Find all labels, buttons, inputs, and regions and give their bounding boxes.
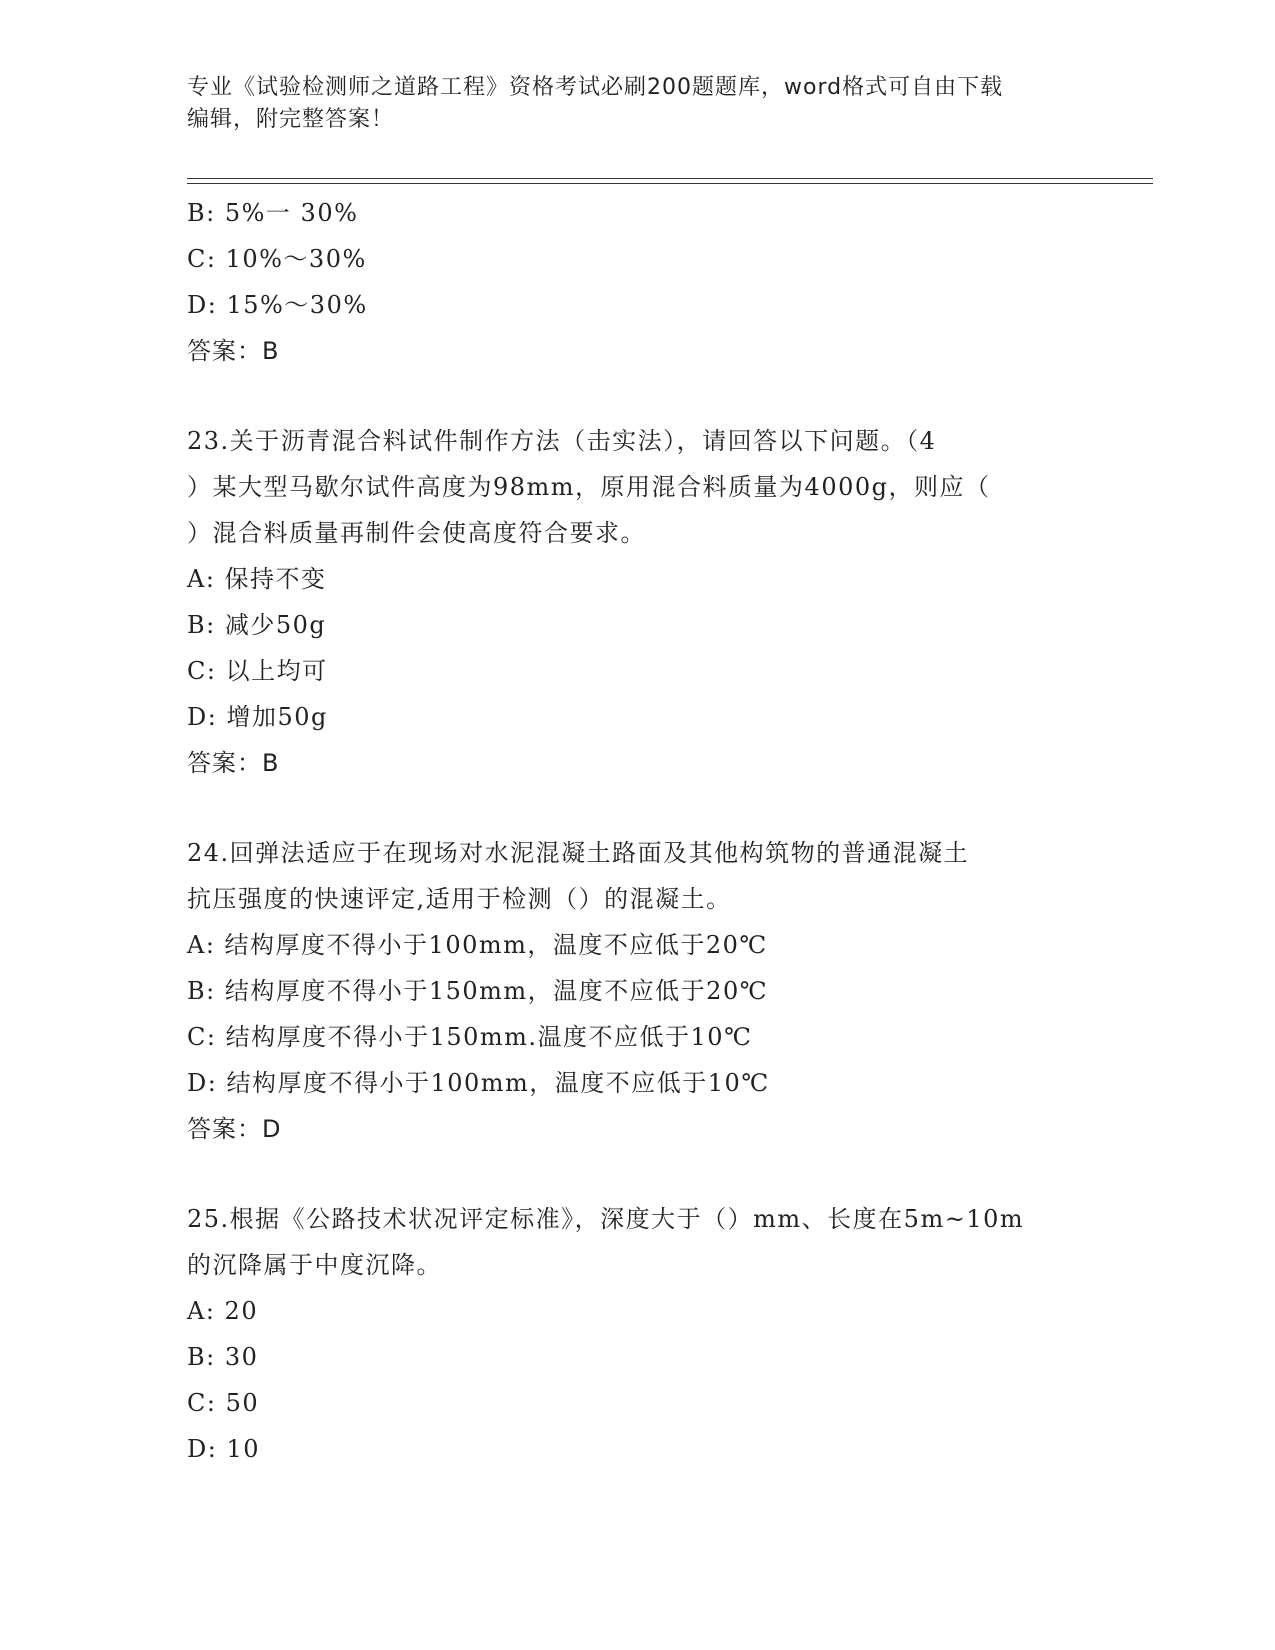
option-c: C: 结构厚度不得小于150mm.温度不应低于10℃ (187, 1023, 753, 1051)
option-d: D: 15%～30% (187, 291, 368, 319)
option-c: C: 50 (187, 1389, 260, 1417)
spacer (187, 374, 1147, 418)
question-text-line: 23.关于沥青混合料试件制作方法（击实法），请回答以下问题。（4 (187, 427, 937, 455)
option-b: B: 结构厚度不得小于150mm，温度不应低于20℃ (187, 977, 769, 1005)
header-title-line-1: 专业《试验检测师之道路工程》资格考试必刷200题题库，word格式可自由下载 (187, 75, 1004, 100)
option-c: C: 以上均可 (187, 657, 328, 685)
header-title-line-2: 编辑，附完整答案！ (187, 107, 395, 132)
option-b: B: 30 (187, 1343, 259, 1371)
question-list (187, 190, 1147, 1472)
answer-label: 答案：D (187, 1115, 282, 1143)
answer-label: 答案：B (187, 749, 280, 777)
option-d: D: 结构厚度不得小于100mm，温度不应低于10℃ (187, 1069, 770, 1097)
option-d: D: 10 (187, 1435, 260, 1463)
option-d: D: 增加50g (187, 703, 328, 731)
question-24 (187, 830, 1147, 1152)
question-22 (187, 190, 1147, 374)
document-header (187, 72, 1087, 136)
spacer (187, 786, 1147, 830)
spacer (187, 1152, 1147, 1196)
option-c: C: 10%～30% (187, 245, 367, 273)
question-text-line: 25.根据《公路技术状况评定标准》，深度大于（）mm、长度在5m~10m (187, 1205, 1025, 1233)
question-text-line: ）某大型马歇尔试件高度为98mm，原用混合料质量为4000g，则应（ (187, 473, 991, 501)
question-text-line: 24.回弹法适应于在现场对水泥混凝土路面及其他构筑物的普通混凝土 (187, 839, 970, 867)
header-divider-bottom (187, 183, 1153, 184)
option-b: B: 减少50g (187, 611, 327, 639)
option-b: B: 5%一 30% (187, 199, 359, 227)
question-text-line: 的沉降属于中度沉降。 (187, 1251, 442, 1279)
answer-label: 答案：B (187, 337, 280, 365)
question-25 (187, 1196, 1147, 1472)
option-a: A: 20 (187, 1297, 259, 1325)
question-text-line: 抗压强度的快速评定,适用于检测（）的混凝土。 (187, 885, 732, 913)
question-23 (187, 418, 1147, 786)
header-divider-top (187, 178, 1153, 179)
option-a: A: 结构厚度不得小于100mm，温度不应低于20℃ (187, 931, 768, 959)
question-text-line: ）混合料质量再制件会使高度符合要求。 (187, 519, 646, 547)
option-a: A: 保持不变 (187, 565, 327, 593)
